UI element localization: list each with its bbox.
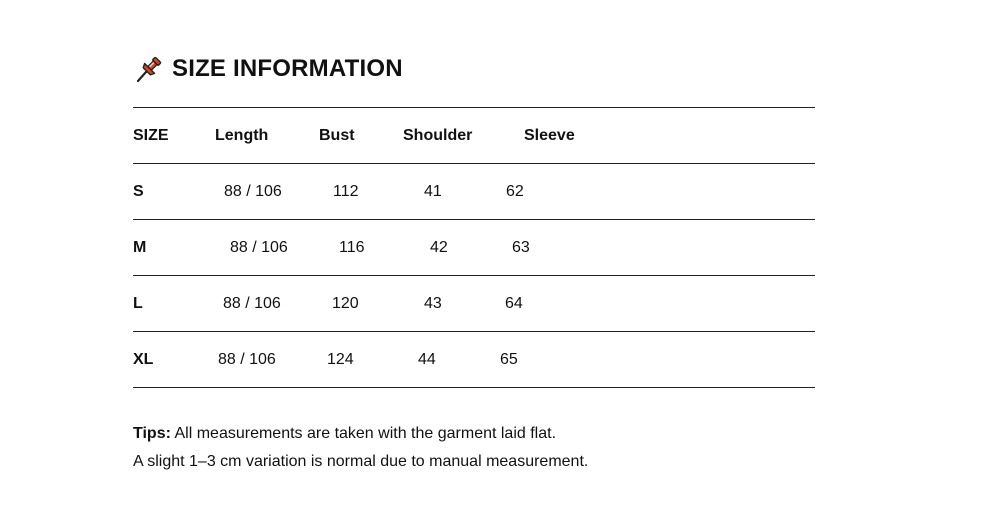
bust-cell: 120 xyxy=(332,295,359,312)
tips-line-1 xyxy=(133,420,588,448)
bust-cell: 116 xyxy=(339,239,365,256)
tips-text-1: All measurements are taken with the garment laid flat. xyxy=(174,425,557,442)
header-size: SIZE xyxy=(133,127,169,144)
page-title: SIZE INFORMATION xyxy=(172,55,403,82)
bust-cell: 112 xyxy=(333,183,359,200)
length-cell: 88 / 106 xyxy=(218,351,276,368)
shoulder-cell: 44 xyxy=(418,351,436,368)
shoulder-cell: 43 xyxy=(424,295,442,312)
size-table xyxy=(133,107,815,388)
table-header-row xyxy=(133,107,815,163)
header-sleeve: Sleeve xyxy=(524,127,575,144)
tips-line-2: A slight 1–3 cm variation is normal due to manual measurement. xyxy=(133,453,589,470)
header-shoulder: Shoulder xyxy=(403,127,473,144)
length-cell: 88 / 106 xyxy=(224,183,282,200)
tips-block xyxy=(133,420,588,476)
length-cell: 88 / 106 xyxy=(230,239,288,256)
sleeve-cell: 64 xyxy=(505,295,523,312)
table-row xyxy=(133,163,815,219)
table-row xyxy=(133,331,815,388)
bust-cell: 124 xyxy=(327,351,354,368)
size-cell: L xyxy=(133,295,143,312)
size-cell: XL xyxy=(133,351,154,368)
section-title xyxy=(134,52,403,86)
size-cell: M xyxy=(133,239,147,256)
table-row xyxy=(133,275,815,331)
pushpin-icon xyxy=(134,54,164,84)
sleeve-cell: 65 xyxy=(500,351,518,368)
shoulder-cell: 42 xyxy=(430,239,448,256)
length-cell: 88 / 106 xyxy=(223,295,281,312)
table-row xyxy=(133,219,815,275)
size-cell: S xyxy=(133,183,144,200)
shoulder-cell: 41 xyxy=(424,183,442,200)
header-length: Length xyxy=(215,127,269,144)
sleeve-cell: 63 xyxy=(512,239,530,256)
tips-label: Tips: xyxy=(133,425,171,442)
sleeve-cell: 62 xyxy=(506,183,524,200)
header-bust: Bust xyxy=(319,127,355,144)
